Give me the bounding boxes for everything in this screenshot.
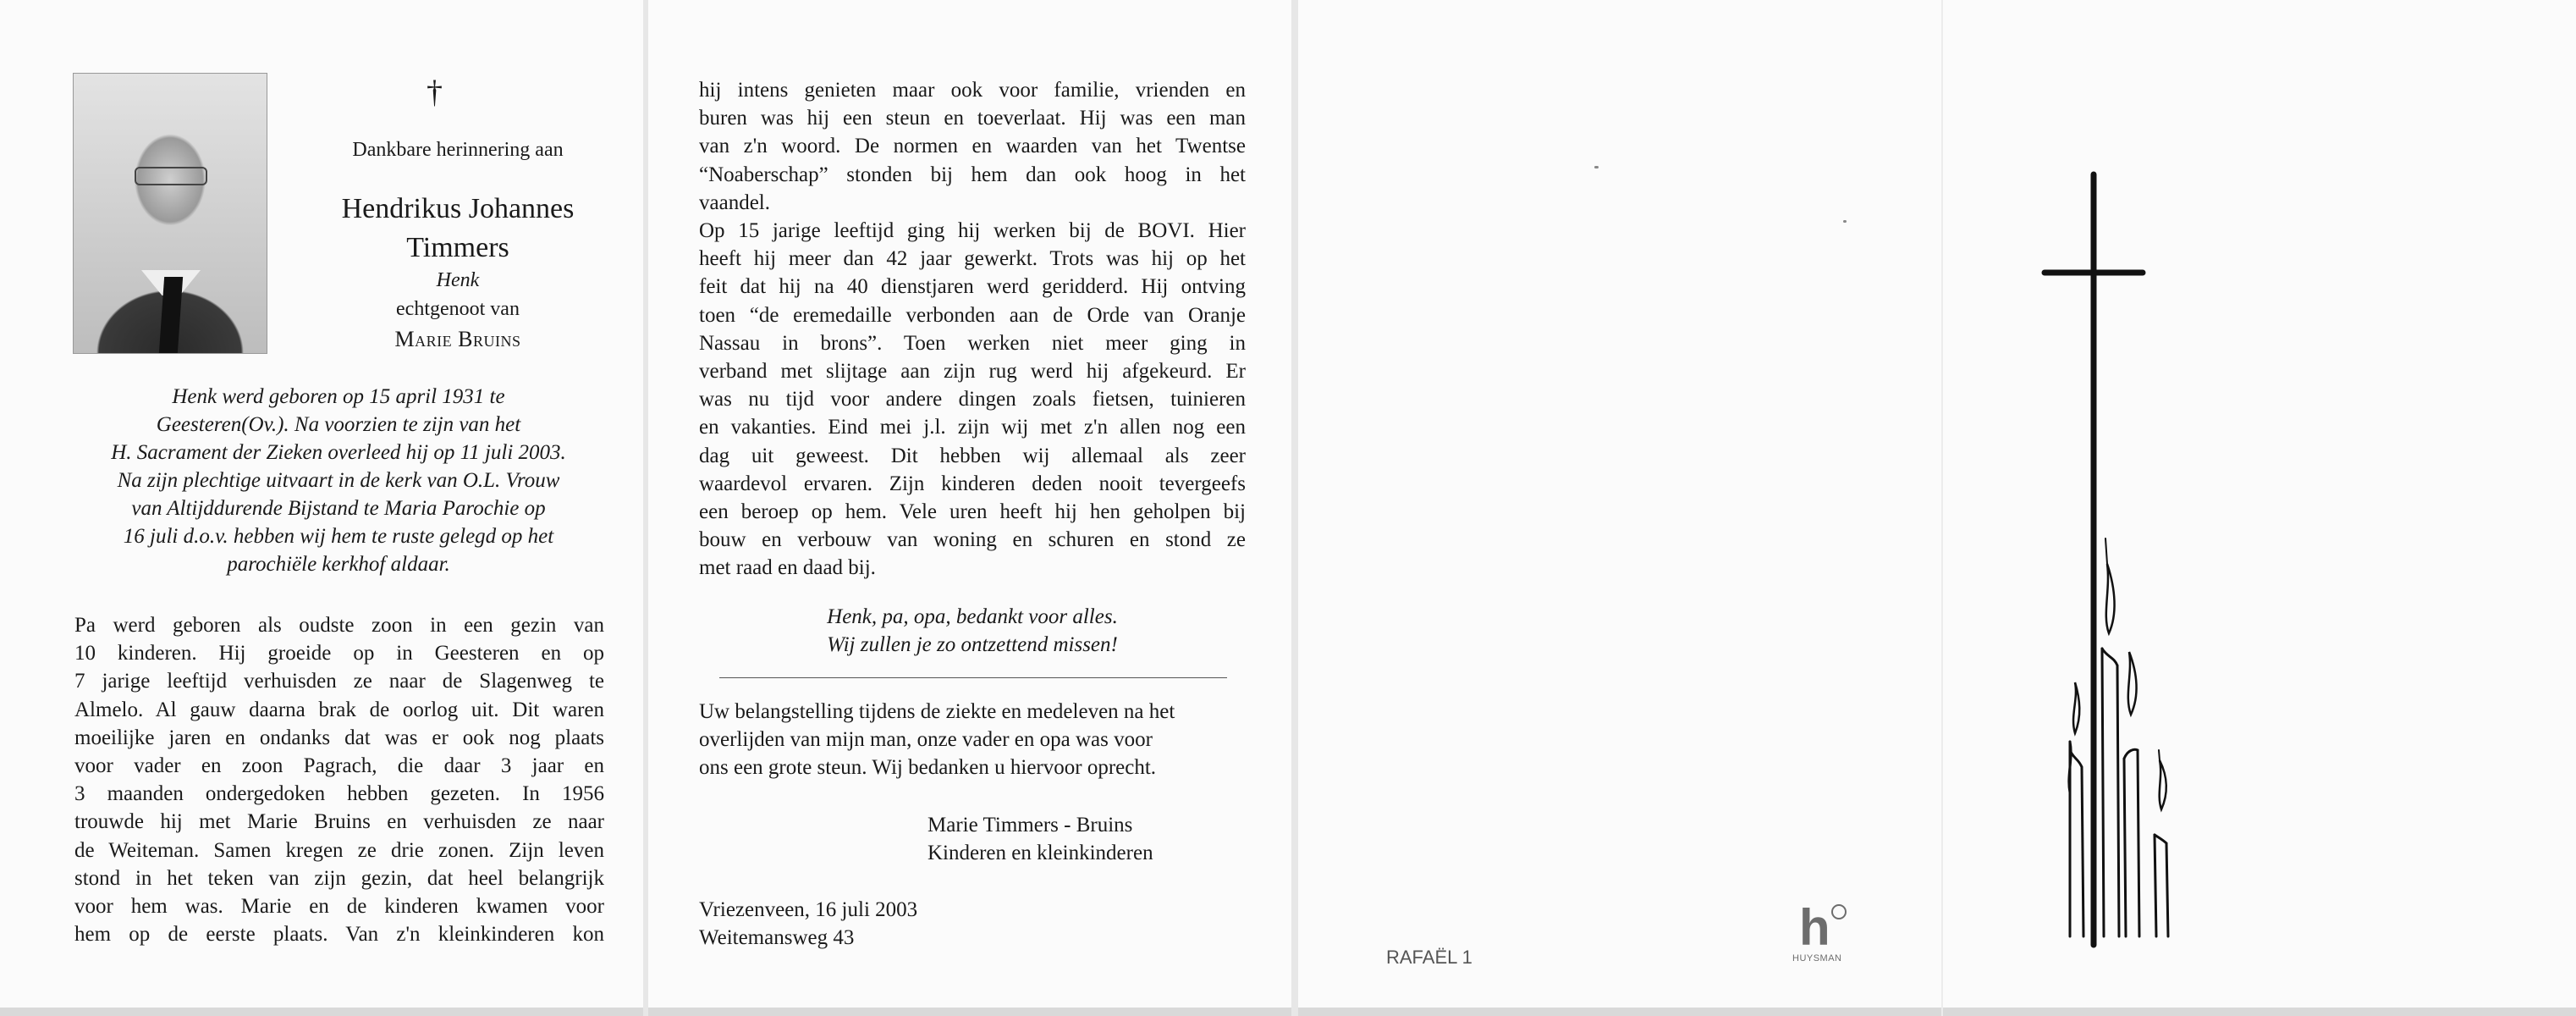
printer-logo-ring-icon xyxy=(1831,904,1847,919)
story-line: van z'n woord. De normen en waarden van het Twentse xyxy=(699,135,1246,158)
thanks-line: overlijden van mijn man, onze vader en opa was voor xyxy=(699,728,1153,752)
thanks-line: ons een grote steun. Wij bedanken u hiervoor oprecht. xyxy=(699,756,1157,780)
story-line: trouwde hij met Marie Bruins en verhuisden ze naar xyxy=(74,810,604,834)
story-line: heeft hij meer dan 42 jaar gewerkt. Trots was hij op het xyxy=(699,247,1246,271)
story-line: Almelo. Al gauw daarna brak de oorlog uit. Dit waren xyxy=(74,698,604,721)
intro-line: Henk werd geboren op 15 april 1931 te xyxy=(172,385,505,408)
quote-line: Wij zullen je zo ontzettend missen! xyxy=(827,633,1118,656)
deceased-name-line2: Timmers xyxy=(406,232,509,263)
scan-speck xyxy=(1843,220,1847,223)
place-line: Vriezenveen, 16 juli 2003 xyxy=(699,898,918,921)
story-line: vaandel. xyxy=(699,190,770,214)
story-line: verband met slijtage aan zijn rug werd hij afgekeurd. Er xyxy=(699,360,1246,384)
nickname: Henk xyxy=(436,269,480,291)
intro-line: parochiële kerkhof aldaar. xyxy=(227,553,450,576)
story-line: voor vader en zoon Pagrach, die daar 3 jaar en xyxy=(74,754,604,778)
story-line: de Weiteman. Samen kregen ze drie zonen. Zijn leven xyxy=(74,838,604,862)
story-line: met raad en daad bij. xyxy=(699,556,876,580)
quote-line: Henk, pa, opa, bedankt voor alles. xyxy=(827,605,1118,628)
deceased-name-line1: Hendrikus Johannes xyxy=(341,193,575,224)
glasses-shape xyxy=(135,167,207,185)
intro-paragraph xyxy=(73,383,604,578)
greeting-text: Dankbare herinnering aan xyxy=(352,139,564,161)
printer-logo-text: HUYSMAN xyxy=(1792,953,1842,964)
story-line: hem op de eerste plaats. Van z'n kleinkinderen kon xyxy=(74,923,604,947)
life-story-part2 xyxy=(699,76,1246,583)
card-model-code: RAFAËL 1 xyxy=(1386,947,1472,968)
farewell-quote xyxy=(699,603,1246,659)
thanks-paragraph xyxy=(699,698,1246,782)
family-signature xyxy=(927,811,1153,867)
fold-line xyxy=(1291,0,1298,1016)
story-line: toen “de eremedaille verbonden aan de Orde van Oranje xyxy=(699,303,1246,327)
story-line: een beroep op hem. Vele uren heeft hij hen geholpen bij xyxy=(699,500,1246,524)
story-line: dag uit geweest. Dit hebben wij allemaal als zeer xyxy=(699,444,1246,467)
spouse-label: echtgenoot van xyxy=(396,298,520,320)
candle-left xyxy=(2069,682,2083,936)
intro-line: van Altijddurende Bijstand te Maria Parochie op xyxy=(131,497,546,520)
story-line: moeilijke jaren en ondanks dat was er ook nog plaats xyxy=(74,726,604,749)
story-line: 7 jarige leeftijd verhuisden ze naar de Slagenweg te xyxy=(74,670,604,693)
story-line: stond in het teken van zijn gezin, dat heel belangrijk xyxy=(74,866,604,890)
scan-speck xyxy=(1594,166,1599,168)
story-line: 10 kinderen. Hij groeide op in Geesteren en op xyxy=(74,642,604,665)
candle-right-center xyxy=(2124,652,2139,936)
front-inner-right-panel xyxy=(648,0,1291,1008)
spouse-name: Marie Bruins xyxy=(394,327,521,351)
portrait-photo xyxy=(73,73,267,354)
intro-line: H. Sacrament der Zieken overleed hij op 11 juli 2003. xyxy=(111,441,566,464)
place-line: Weitemansweg 43 xyxy=(699,926,855,950)
front-inner-left-panel xyxy=(0,0,643,1008)
signature-line: Kinderen en kleinkinderen xyxy=(927,842,1153,865)
story-line: voor hem was. Marie en de kinderen kwamen voor xyxy=(74,895,604,919)
intro-line: Geesteren(Ov.). Na voorzien te zijn van het xyxy=(156,413,521,436)
cross-with-candles-icon xyxy=(2036,166,2205,953)
printer-logo-h-icon: h xyxy=(1799,899,1830,956)
story-line: en vakanties. Eind mei j.l. zijn wij met z'n allen nog een xyxy=(699,416,1246,439)
thanks-line: Uw belangstelling tijdens de ziekte en medeleven na het xyxy=(699,700,1175,723)
back-left-panel xyxy=(1298,0,1941,1008)
story-line: hij intens genieten maar ook voor familie, vrienden en xyxy=(699,79,1246,102)
story-line: Nassau in brons”. Toen werken niet meer ging in xyxy=(699,331,1246,355)
story-line: waardevol ervaren. Zijn kinderen deden nooit tevergeefs xyxy=(699,472,1246,495)
divider-line xyxy=(719,677,1227,678)
story-line: feit dat hij na 40 dienstjaren werd geridderd. Hij ontving xyxy=(699,275,1246,299)
life-story-part1 xyxy=(74,611,604,948)
intro-line: 16 juli d.o.v. hebben wij hem te ruste gelegd op het xyxy=(123,525,554,548)
small-cross-icon: † xyxy=(427,75,443,110)
story-line: “Noaberschap” stonden bij hem dan ook hoog in het xyxy=(699,163,1246,186)
back-right-panel xyxy=(1943,0,2576,1008)
story-line: 3 maanden ondergedoken hebben gezeten. In 1956 xyxy=(74,782,604,806)
candle-right xyxy=(2155,750,2168,936)
story-line: Pa werd geboren als oudste zoon in een gezin van xyxy=(74,614,604,637)
story-line: bouw en verbouw van woning en schuren en stond ze xyxy=(699,528,1246,552)
place-and-address xyxy=(699,896,917,952)
intro-line: Na zijn plechtige uitvaart in de kerk van O.L. Vrouw xyxy=(117,469,560,492)
story-line: was nu tijd voor andere dingen zoals fietsen, tuinieren xyxy=(699,388,1246,411)
story-line: Op 15 jarige leeftijd ging hij werken bij de BOVI. Hier xyxy=(699,219,1246,243)
printer-logo xyxy=(1792,899,1857,970)
story-line: buren was hij een steun en toeverlaat. Hij was een man xyxy=(699,107,1246,130)
signature-line: Marie Timmers - Bruins xyxy=(927,814,1133,837)
candle-center xyxy=(2102,538,2119,936)
